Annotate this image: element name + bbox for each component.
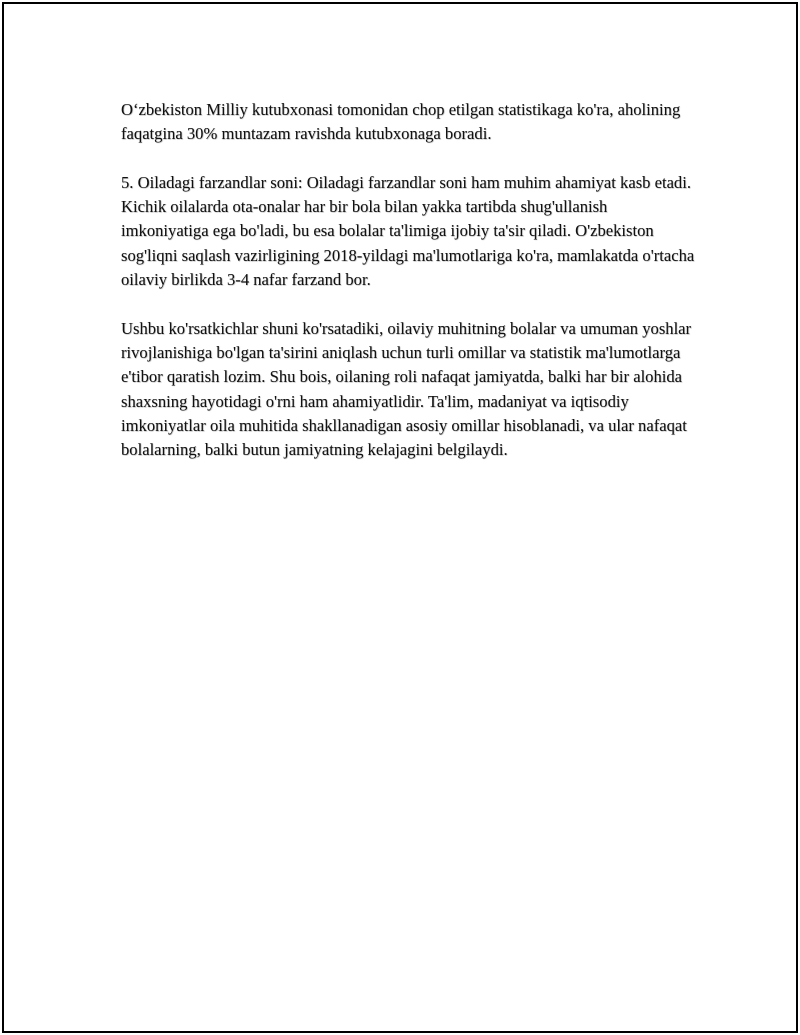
document-body — [121, 98, 696, 487]
paragraph-library-statistics: O‘zbekiston Milliy kutubxonasi tomonidan chop etilgan statistikaga ko'ra, aholining faqatgina 30% muntazam ravishda kutubxonaga boradi. — [121, 100, 681, 144]
paragraph-family-children-count: 5. Oiladagi farzandlar soni: Oiladagi farzandlar soni ham muhim ahamiyat kasb etadi. Kichik oilalarda ota-onalar har bir bola bilan yakka tartibda shug'ullanish imkoniyatiga ega bo'ladi, bu esa bolalar ta'limiga ijobiy ta'sir qiladi. O'zbekiston sog'liqni saqlash vazirligining 2018-yildagi ma'lumotlariga ko'ra, mamlakatda o'rtacha oilaviy birlikda 3-4 nafar farzand bor. — [121, 172, 695, 290]
page-frame — [2, 2, 798, 1033]
paragraph-conclusion: Ushbu ko'rsatkichlar shuni ko'rsatadiki, oilaviy muhitning bolalar va umuman yoshlar rivojlanishiga bo'lgan ta'sirini aniqlash uchun turli omillar va statistik ma'lumotlarga e'tibor qaratish lozim. Shu bois, oilaning roli nafaqat jamiyatda, balki har bir alohida shaxsning hayotidagi o'rni ham ahamiyatlidir. Ta'lim, madaniyat va iqtisodiy imkoniyatlar oila muhitida shakllanadigan asosiy omillar hisoblanadi, va ular nafaqat bolalarning, balki butun jamiyatning kelajagini belgilaydi. — [121, 318, 692, 460]
